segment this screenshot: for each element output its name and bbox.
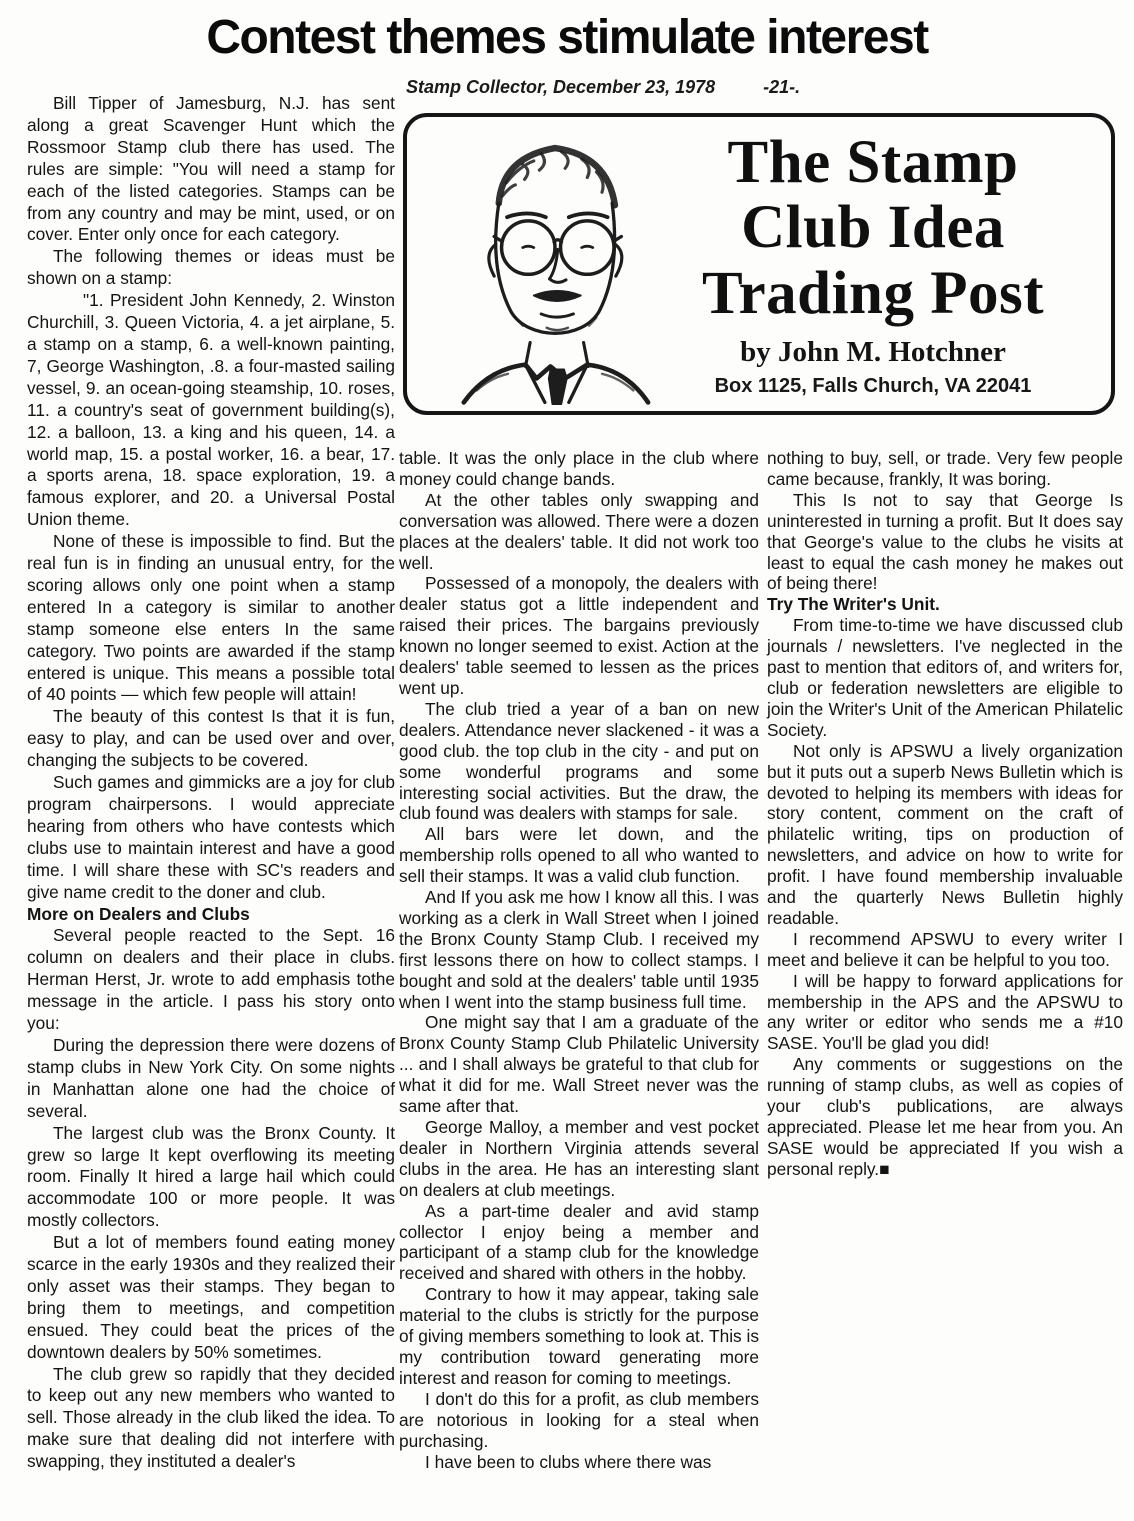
masthead-byline: by John M. Hotchner (740, 335, 1006, 368)
article-paragraph: The club tried a year of a ban on new dealers. Attendance never slackened - it was a good club. the top club in the city - and put on some wonderful programs and some interesting social activities. But the draw, the club found was dealers with stamps for sale. (399, 698, 759, 824)
masthead-title-line1: The Stamp (727, 129, 1019, 197)
article-paragraph: The following themes or ideas must be shown on a stamp: (27, 246, 395, 289)
article-paragraph: During the depression there were dozens of stamp clubs in New York City. On some nights in Manhattan alone one had the choice of several. (27, 1034, 395, 1121)
page-number: -21-. (763, 77, 801, 97)
article-paragraph: I will be happy to forward applications for membership in the APS and the APSWU to any writer or editor who sends me a #10 SASE. You'll be glad you did! (767, 970, 1123, 1054)
article-paragraph: None of these is impossible to find. But the real fun is in finding an unusual entry, for the scoring allows only one point when a stamp entered In a category is similar to another stamp someone else enters In the same category. Two points are awarded if the stamp entered is unique. This means a possible total of 40 points — which few people will attain! (27, 531, 395, 705)
section-heading: Try The Writer's Unit. (767, 594, 940, 615)
article-paragraph: "1. President John Kennedy, 2. Winston Churchill, 3. Queen Victoria, 4. a jet airplane, 5. a stamp on a stamp, 6. a well-known painting, 7, George Washington, .8. a four-masted sailing vessel, 9. an ocean-going steamship, 10. roses, 11. a country's seat of government building(s), 12. a balloon, 13. a king and his queen, 14. a world map, 15. a postal worker, 16. a bear, 17. a sports arena, 18. space exploration, 19. a famous explorer, and 20. a Universal Postal Union theme. (27, 290, 395, 530)
article-paragraph: Such games and gimmicks are a joy for club program chairpersons. I would appreciate hearing from others who have contests which clubs use to maintain interest and have a good time. I will share these with SC's readers and give name credit to the doner and club. (27, 772, 395, 902)
article-paragraph: From time-to-time we have discussed club journals / newsletters. I've neglected in the past to mention that editors of, and writers for, club or federation newsletters are eligible to join the Writer's Unit of the American Philatelic Society. (767, 615, 1123, 740)
article-headline: Contest themes stimulate interest (206, 11, 928, 64)
article-paragraph: I have been to clubs where there was (425, 1451, 712, 1472)
dateline (406, 77, 800, 98)
article-paragraph: One might say that I am a graduate of the Bronx County Stamp Club Philatelic University ... and I shall always be grateful to that club for what it did for me. Wall Street never was the same after that. (399, 1012, 759, 1117)
article-paragraph: Several people reacted to the Sept. 16 column on dealers and their place in clubs. Herman Herst, Jr. wrote to add emphasis tothe message in the article. I pass his story onto you: (27, 925, 395, 1034)
article-paragraph: Bill Tipper of Jamesburg, N.J. has sent along a great Scavenger Hunt which the Rossmoor Stamp club there has used. The rules are simple: "You will need a stamp for each of the listed categories. Stamps can be from any country and may be mint, used, or on cover. Enter only once for each category. (27, 93, 395, 245)
article-paragraph: And If you ask me how I know all this. I was working as a clerk in Wall Street when I joined the Bronx County Stamp Club. I received my first lessons there on how to collect stamps. I bought and sold at the dealers' table until 1935 when I went into the stamp business full time. (399, 887, 759, 1012)
article-paragraph: I don't do this for a profit, as club members are notorious in looking for a steal when purchasing. (399, 1388, 759, 1451)
article-paragraph: But a lot of members found eating money scarce in the early 1930s and they realized their only asset was their stamps. They began to bring them to meetings, and competition ensued. They could beat the prices of the downtown dealers by 50% sometimes. (27, 1232, 395, 1362)
article-paragraph: I recommend APSWU to every writer I meet and believe it can be helpful to you too. (767, 928, 1123, 970)
article-paragraph: All bars were let down, and the membership rolls opened to all who wanted to sell their stamps. It was a valid club function. (399, 824, 759, 887)
column-right (767, 448, 1123, 1180)
article-paragraph: table. It was the only place in the club where money could change bands. (399, 448, 759, 489)
article-paragraph: Possessed of a monopoly, the dealers with dealer status got a little independent and raised their prices. The bargains previously known no longer seemed to exist. Action at the dealers' table seemed to lessen as the prices went up. (399, 573, 759, 698)
article-paragraph: Not only is APSWU a lively organization but it puts out a superb News Bulletin which is devoted to helping its members with ideas for story content, comment on the craft of philatelic writing, tips on production of newsletters, and advice on how to write for profit. I have found membership invaluable and the quarterly News Bulletin highly readable. (767, 740, 1123, 928)
article-paragraph: The beauty of this contest Is that it is fun, easy to play, and can be used over and over, changing the subjects to be covered. (27, 706, 395, 771)
section-heading: More on Dealers and Clubs (27, 903, 250, 924)
article-paragraph: The largest club was the Bronx County. It grew so large It kept overflowing its meeting room. Finally It hired a large hail which could accommodate 100 or more people. It was mostly collectors. (27, 1122, 395, 1231)
article-paragraph: At the other tables only swapping and conversation was allowed. There were a dozen places at the dealers' table. It did not work too well. (399, 489, 759, 573)
author-portrait-sketch (449, 127, 661, 410)
masthead-title-line3: Trading Post (701, 259, 1045, 327)
article-paragraph: George Malloy, a member and vest pocket dealer in Northern Virginia attends several clubs in the area. He has an interesting slant on dealers at club meetings. (399, 1117, 759, 1200)
article-paragraph: As a part-time dealer and avid stamp collector I enjoy being a member and participant of a stamp club for the knowledge received and shared with others in the hobby. (399, 1200, 759, 1284)
publication-dateline: Stamp Collector, December 23, 1978 (406, 77, 716, 97)
masthead-box (403, 113, 1115, 415)
masthead-address: Box 1125, Falls Church, VA 22041 (714, 374, 1032, 397)
masthead-title-line2: Club Idea (741, 194, 1005, 262)
column-middle (399, 448, 759, 1472)
article-paragraph: nothing to buy, sell, or trade. Very few people came because, frankly, It was boring. (767, 448, 1123, 489)
masthead-title (661, 130, 1085, 326)
article-paragraph: The club grew so rapidly that they decided to keep out any new members who wanted to sell. Those already in the club liked the idea. To make sure that dealing did not interfere with swapping, they instituted a dealer's (27, 1363, 395, 1472)
masthead-text (661, 130, 1111, 398)
article-paragraph: This Is not to say that George Is uninterested in turning a profit. But It does say that George's value to the clubs he visits at least to equal the cash money he makes out of being there! (767, 489, 1123, 594)
article-paragraph: Any comments or suggestions on the running of stamp clubs, as well as copies of your club's publications, are always appreciated. Please let me hear from you. An SASE would be appreciated If you wish a personal reply.■ (767, 1054, 1123, 1179)
column-left (27, 93, 395, 1473)
article-paragraph: Contrary to how it may appear, taking sale material to the clubs is strictly for the purpose of giving members something to look at. This is my contribution toward generating more interest and reason for coming to meetings. (399, 1284, 759, 1388)
